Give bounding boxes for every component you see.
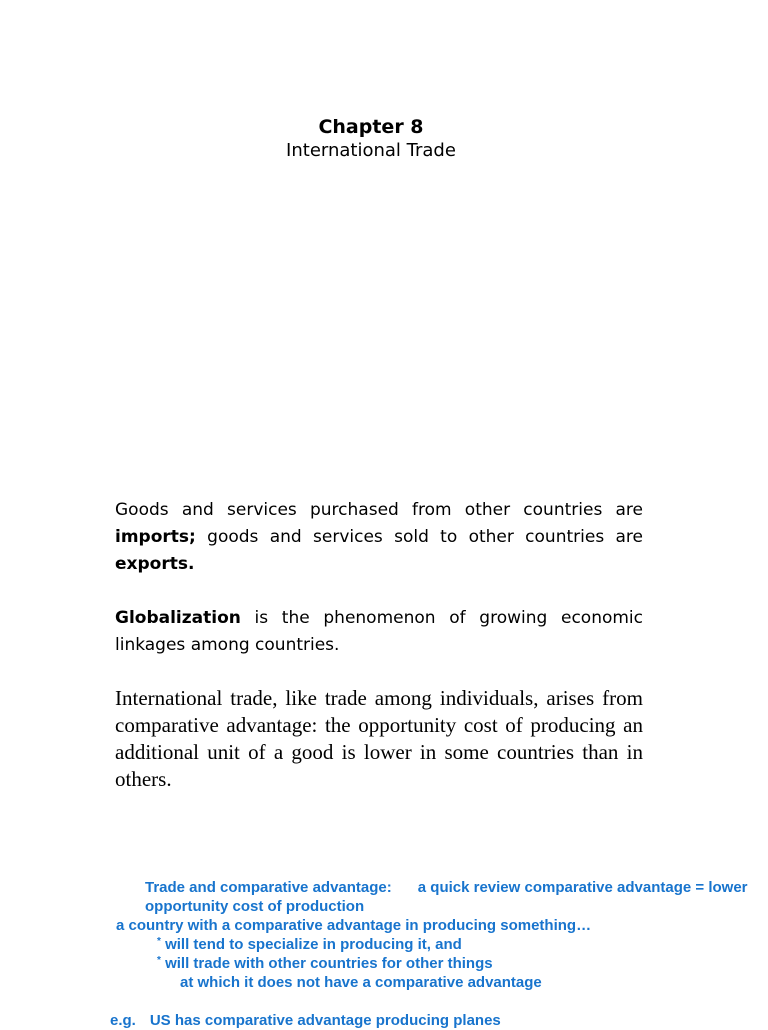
imports-text-2: goods and services sold to other countries are bbox=[195, 527, 643, 547]
comparative-advantage-paragraph: International trade, like trade among individuals, arises from comparative advantage: the opportunity cost of producing an additional unit of a good is lower in some countries than in others. bbox=[115, 686, 643, 791]
note-line-1 bbox=[145, 878, 748, 897]
chapter-title: Chapter 8 bbox=[318, 116, 424, 138]
bullet-asterisk: * bbox=[157, 955, 161, 966]
note-line-5 bbox=[157, 954, 493, 973]
note-eg: e.g. bbox=[110, 1012, 136, 1029]
note-heading: Trade and comparative advantage: bbox=[145, 879, 392, 896]
note-review: a quick review comparative advantage = lower bbox=[417, 879, 748, 896]
note-line-4 bbox=[157, 935, 462, 954]
exports-term: exports. bbox=[115, 554, 195, 574]
imports-term: imports; bbox=[115, 527, 196, 547]
globalization-text: is the phenomenon of growing economic linkages among countries. bbox=[115, 608, 643, 655]
note-line-7 bbox=[110, 1011, 501, 1030]
chapter-subtitle: International Trade bbox=[286, 140, 456, 161]
note-specialize: will tend to specialize in producing it, and bbox=[160, 936, 462, 953]
note-example: US has comparative advantage producing planes bbox=[149, 1012, 501, 1029]
globalization-paragraph bbox=[115, 605, 643, 659]
globalization-term: Globalization bbox=[115, 608, 241, 628]
note-trade: will trade with other countries for other things bbox=[160, 955, 493, 972]
imports-text-1: Goods and services purchased from other countries are bbox=[115, 500, 643, 520]
note-line-2: opportunity cost of production bbox=[145, 898, 365, 915]
note-line-3: a country with a comparative advantage in producing something… bbox=[116, 917, 592, 934]
bullet-asterisk: * bbox=[157, 936, 161, 947]
imports-exports-paragraph bbox=[115, 497, 643, 578]
note-line-6: at which it does not have a comparative advantage bbox=[180, 974, 542, 991]
